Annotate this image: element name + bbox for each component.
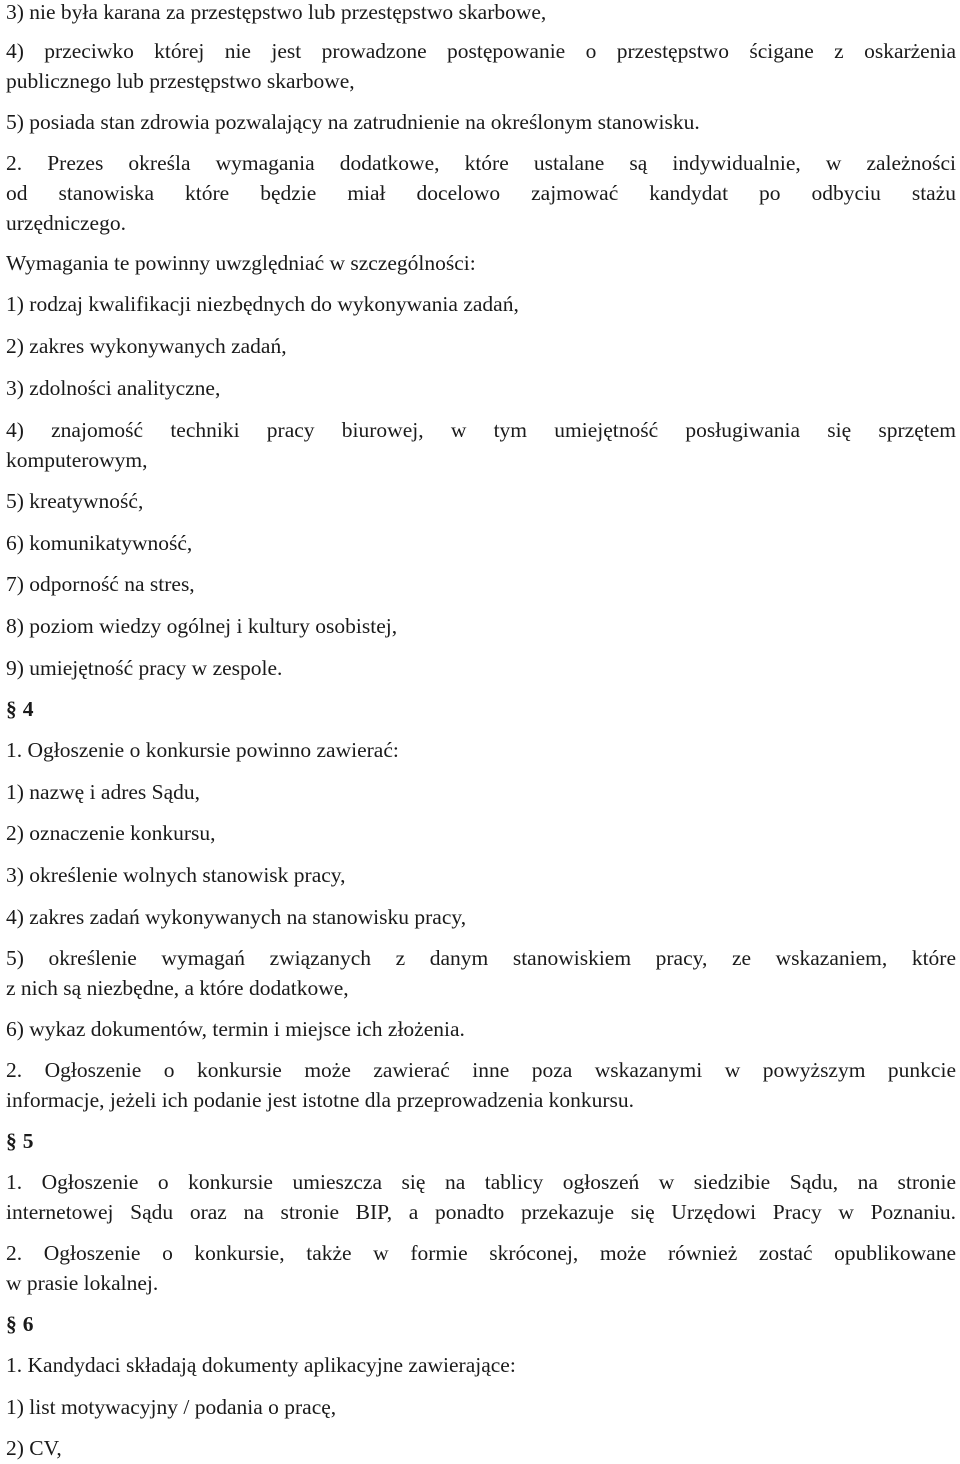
text-line: 1. Ogłoszenie o konkursie powinno zawierać:	[6, 738, 399, 762]
text-line: 2) zakres wykonywanych zadań,	[6, 334, 287, 358]
section-mark: §	[6, 1129, 17, 1153]
text-line: 5) kreatywność,	[6, 489, 144, 513]
section-mark: §	[6, 697, 17, 721]
section-heading	[6, 694, 956, 724]
text-line: 1) nazwę i adres Sądu,	[6, 780, 201, 804]
text-line: internetowej Sądu oraz na stronie BIP, a ponadto przekazuje się Urzędowi Pracy w Poznaniu.	[6, 1200, 956, 1224]
section-number: 4	[22, 697, 34, 721]
text-line: Wymagania te powinny uwzględniać w szczególności:	[6, 251, 476, 275]
text-line: 2. Prezes określa wymagania dodatkowe, które ustalane są indywidualnie, w zależności	[6, 151, 956, 175]
text-line: 8) poziom wiedzy ogólnej i kultury osobistej,	[6, 614, 398, 638]
text-line: 1. Ogłoszenie o konkursie umieszcza się na tablicy ogłoszeń w siedzibie Sądu, na stronie	[6, 1170, 956, 1194]
text-line: 2) CV,	[6, 1436, 62, 1460]
text-line: 5) określenie wymagań związanych z danym stanowiskiem pracy, ze wskazaniem, które	[6, 946, 956, 970]
text-line: 6) komunikatywność,	[6, 531, 193, 555]
text-line: 5) posiada stan zdrowia pozwalający na zatrudnienie na określonym stanowisku.	[6, 110, 700, 134]
text-line: 9) umiejętność pracy w zespole.	[6, 656, 283, 680]
text-line: 1) list motywacyjny / podania o pracę,	[6, 1395, 337, 1419]
section-number: 5	[22, 1129, 34, 1153]
text-line: 2. Ogłoszenie o konkursie, także w formie skróconej, może również zostać opublikowane	[6, 1241, 956, 1265]
text-line: 4) znajomość techniki pracy biurowej, w tym umiejętność posługiwania się sprzętem	[6, 418, 956, 442]
text-line: 4) zakres zadań wykonywanych na stanowisku pracy,	[6, 905, 467, 929]
section-number: 6	[22, 1312, 34, 1336]
text-line: 7) odporność na stres,	[6, 572, 195, 596]
text-line: 3) określenie wolnych stanowisk pracy,	[6, 863, 346, 887]
text-line: urzędniczego.	[6, 211, 126, 235]
text-line: komputerowym,	[6, 448, 148, 472]
text-line: 3) zdolności analityczne,	[6, 376, 221, 400]
text-line: od stanowiska które będzie miał docelowo zajmować kandydat po odbyciu stażu	[6, 181, 956, 205]
text-line: z nich są niezbędne, a które dodatkowe,	[6, 976, 349, 1000]
text-line: 2) oznaczenie konkursu,	[6, 821, 216, 845]
section-heading	[6, 1126, 956, 1156]
text-line: 1. Kandydaci składają dokumenty aplikacyjne zawierające:	[6, 1353, 516, 1377]
text-line: 2. Ogłoszenie o konkursie może zawierać inne poza wskazanymi w powyższym punkcie	[6, 1058, 956, 1082]
text-line: 3) nie była karana za przestępstwo lub przestępstwo skarbowe,	[6, 0, 547, 24]
text-line: informacje, jeżeli ich podanie jest istotne dla przeprowadzenia konkursu.	[6, 1088, 635, 1112]
text-line: publicznego lub przestępstwo skarbowe,	[6, 69, 355, 93]
text-line: w prasie lokalnej.	[6, 1271, 159, 1295]
text-line: 4) przeciwko której nie jest prowadzone postępowanie o przestępstwo ścigane z oskarżenia	[6, 39, 956, 63]
text-line: 6) wykaz dokumentów, termin i miejsce ich złożenia.	[6, 1017, 465, 1041]
section-heading	[6, 1309, 956, 1339]
section-mark: §	[6, 1312, 17, 1336]
text-line: 1) rodzaj kwalifikacji niezbędnych do wykonywania zadań,	[6, 292, 519, 316]
